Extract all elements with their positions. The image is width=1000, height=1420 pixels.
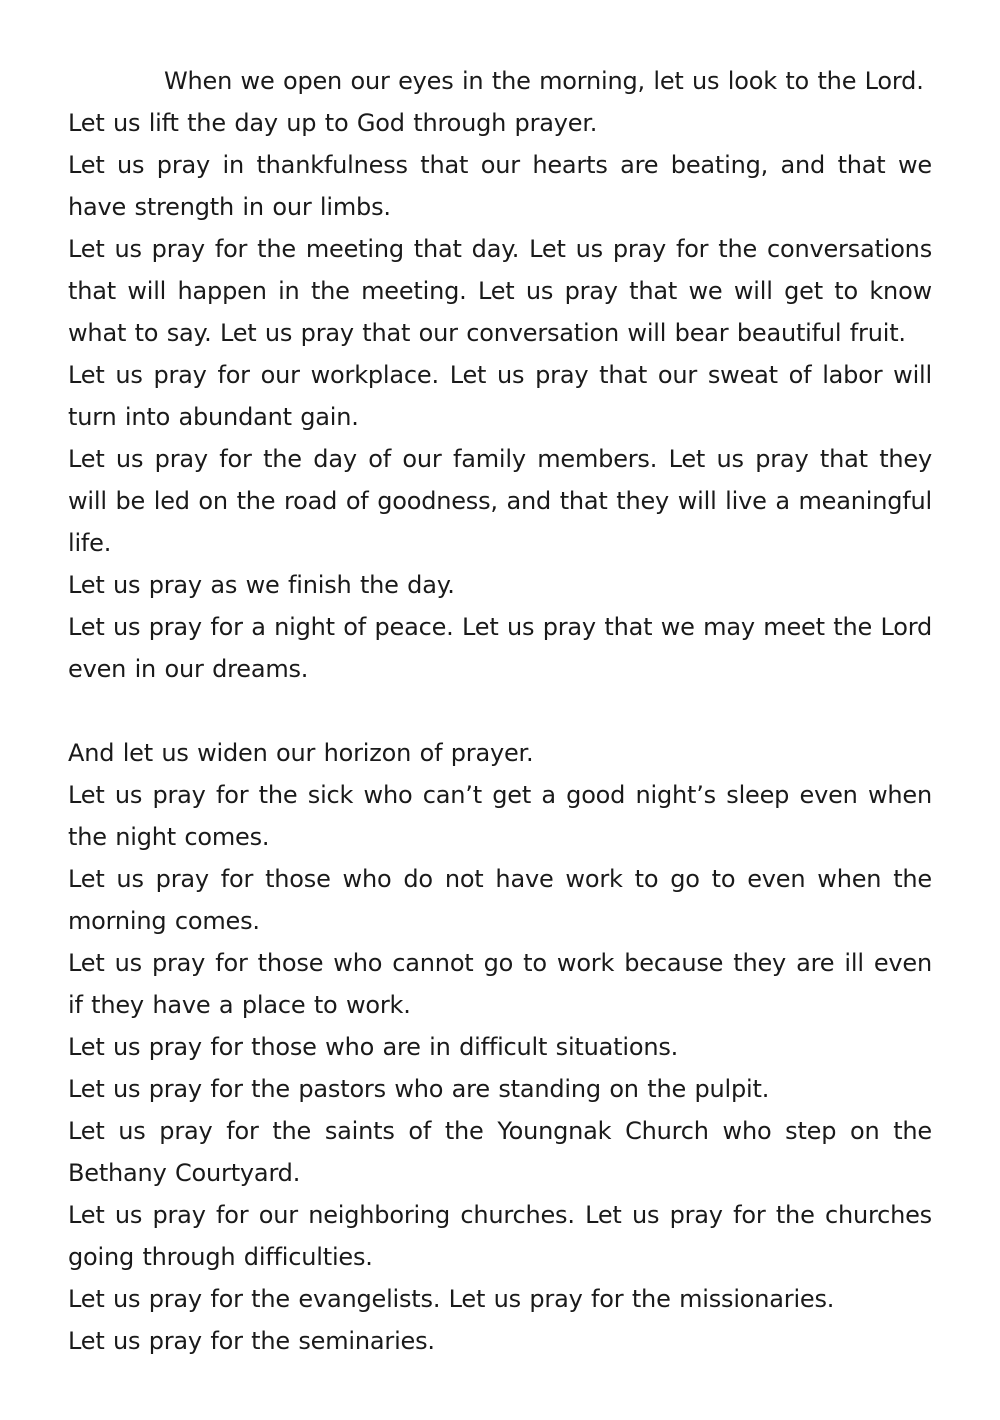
paragraph: Let us pray for our workplace. Let us pray that our sweat of labor will turn into abundant gain. — [68, 361, 932, 431]
paragraph: Let us pray in thankfulness that our hearts are beating, and that we have strength in our limbs. — [68, 151, 932, 221]
document-body — [68, 60, 932, 1362]
paragraph: Let us pray for the sick who can’t get a good night’s sleep even when the night comes. — [68, 781, 932, 851]
paragraph: Let us pray for the seminaries. — [68, 1327, 435, 1355]
paragraph: Let us pray for those who are in difficult situations. — [68, 1033, 679, 1061]
paragraph: Let us pray as we finish the day. — [68, 571, 455, 599]
paragraph: Let us pray for those who do not have work to go to even when the morning comes. — [68, 865, 932, 935]
paragraph: Let us pray for the saints of the Youngnak Church who step on the Bethany Courtyard. — [68, 1117, 932, 1187]
paragraph: And let us widen our horizon of prayer. — [68, 739, 534, 767]
blank-line — [68, 690, 932, 732]
paragraph: Let us pray for a night of peace. Let us pray that we may meet the Lord even in our dreams. — [68, 613, 932, 683]
paragraph: Let us pray for our neighboring churches. Let us pray for the churches going through difficulties. — [68, 1201, 932, 1271]
paragraph: Let us pray for the day of our family members. Let us pray that they will be led on the road of goodness, and that they will live a meaningful life. — [68, 445, 932, 557]
paragraph: When we open our eyes in the morning, let us look to the Lord. — [164, 67, 924, 95]
paragraph: Let us pray for the evangelists. Let us pray for the missionaries. — [68, 1285, 835, 1313]
paragraph: Let us pray for those who cannot go to work because they are ill even if they have a place to work. — [68, 949, 932, 1019]
paragraph: Let us pray for the meeting that day. Let us pray for the conversations that will happen in the meeting. Let us pray that we will get to know what to say. Let us pray that our conversation will bear beautiful fruit. — [68, 235, 932, 347]
paragraph: Let us pray for the pastors who are standing on the pulpit. — [68, 1075, 770, 1103]
paragraph: Let us lift the day up to God through prayer. — [68, 109, 598, 137]
